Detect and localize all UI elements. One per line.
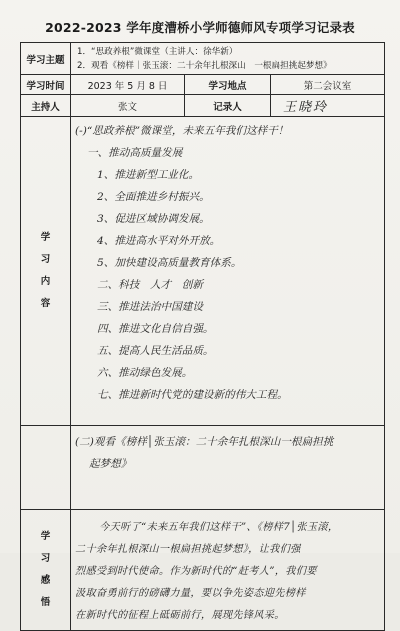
content-line: 一、推动高质量发展 — [87, 147, 183, 159]
feeling-line: 烈感受到时代使命。作为新时代的“赶考人”，我们要 — [75, 566, 317, 577]
time-place-row — [21, 75, 385, 95]
host-recorder-row — [21, 95, 385, 117]
feeling-line: 二十余年扎根深山一根扁担挑起梦想》，让我们强 — [75, 544, 301, 555]
content-label-spacer — [21, 426, 71, 510]
content-line: 七、推进新时代党的建设新的伟大工程。 — [97, 389, 288, 401]
host-value: 张文 — [71, 95, 185, 117]
content-line: 2、全面推进乡村振兴。 — [97, 191, 210, 203]
feeling-row — [21, 510, 385, 631]
record-table — [20, 42, 385, 631]
topic-item-2: 2．观看《榜样｜张玉滚：二十余年扎根深山 一根扁担挑起梦想》 — [77, 60, 332, 71]
content-line: 二、科技 人才 创新 — [97, 279, 203, 291]
place-label: 学习地点 — [185, 75, 271, 95]
content-line: 四、推进文化自信自强。 — [97, 323, 214, 335]
content-label: 学 习 内 容 — [21, 117, 71, 426]
content-row — [21, 117, 385, 426]
content-line: (二)观看《榜样│张玉滚：二十余年扎根深山一根扁担挑 — [75, 436, 334, 448]
time-value: 2023 年 5 月 8 日 — [71, 75, 185, 95]
content-extra-row — [21, 426, 385, 510]
page-title: 2022-2023 学年度漕桥小学师德师风专项学习记录表 — [45, 20, 355, 35]
place-value: 第二会议室 — [271, 75, 385, 95]
feeling-notes — [71, 510, 385, 631]
time-label: 学习时间 — [21, 75, 71, 95]
content-line: 1、推进新型工业化。 — [97, 169, 200, 181]
feeling-line: 在新时代的征程上砥砺前行，展现先锋风采。 — [75, 610, 285, 621]
content-line: 3、促进区域协调发展。 — [97, 213, 210, 225]
content-line: 五、提高人民生活品质。 — [97, 345, 214, 357]
content-line: 六、推动绿色发展。 — [97, 367, 193, 379]
content-line: 起梦想》 — [89, 458, 132, 470]
topic-value — [71, 43, 385, 75]
content-line: 5、加快建设高质量教育体系。 — [97, 257, 242, 269]
topic-label: 学习主题 — [21, 43, 71, 75]
video-notes — [71, 426, 385, 510]
feeling-line: 汲取奋勇前行的磅礴力量，要以争先姿态迎先榜样 — [75, 588, 306, 599]
host-label: 主持人 — [21, 95, 71, 117]
feeling-label: 学 习 感 悟 — [21, 510, 71, 631]
content-line: 4、推进高水平对外开放。 — [97, 235, 221, 247]
content-line: 三、推进法治中国建设 — [97, 301, 203, 313]
topic-item-1: 1．“思政养根”微课堂（主讲人：徐华新） — [77, 46, 238, 57]
feeling-line: 今天听了“未来五年我们这样干”、《榜样7│张玉滚， — [99, 522, 339, 533]
content-notes — [71, 117, 385, 426]
recorder-label: 记录人 — [185, 95, 271, 117]
topic-row — [21, 43, 385, 75]
content-line: (-)“思政养根”微课堂，未来五年我们这样干！ — [75, 125, 289, 137]
recorder-signature: 王晓玲 — [271, 95, 385, 117]
